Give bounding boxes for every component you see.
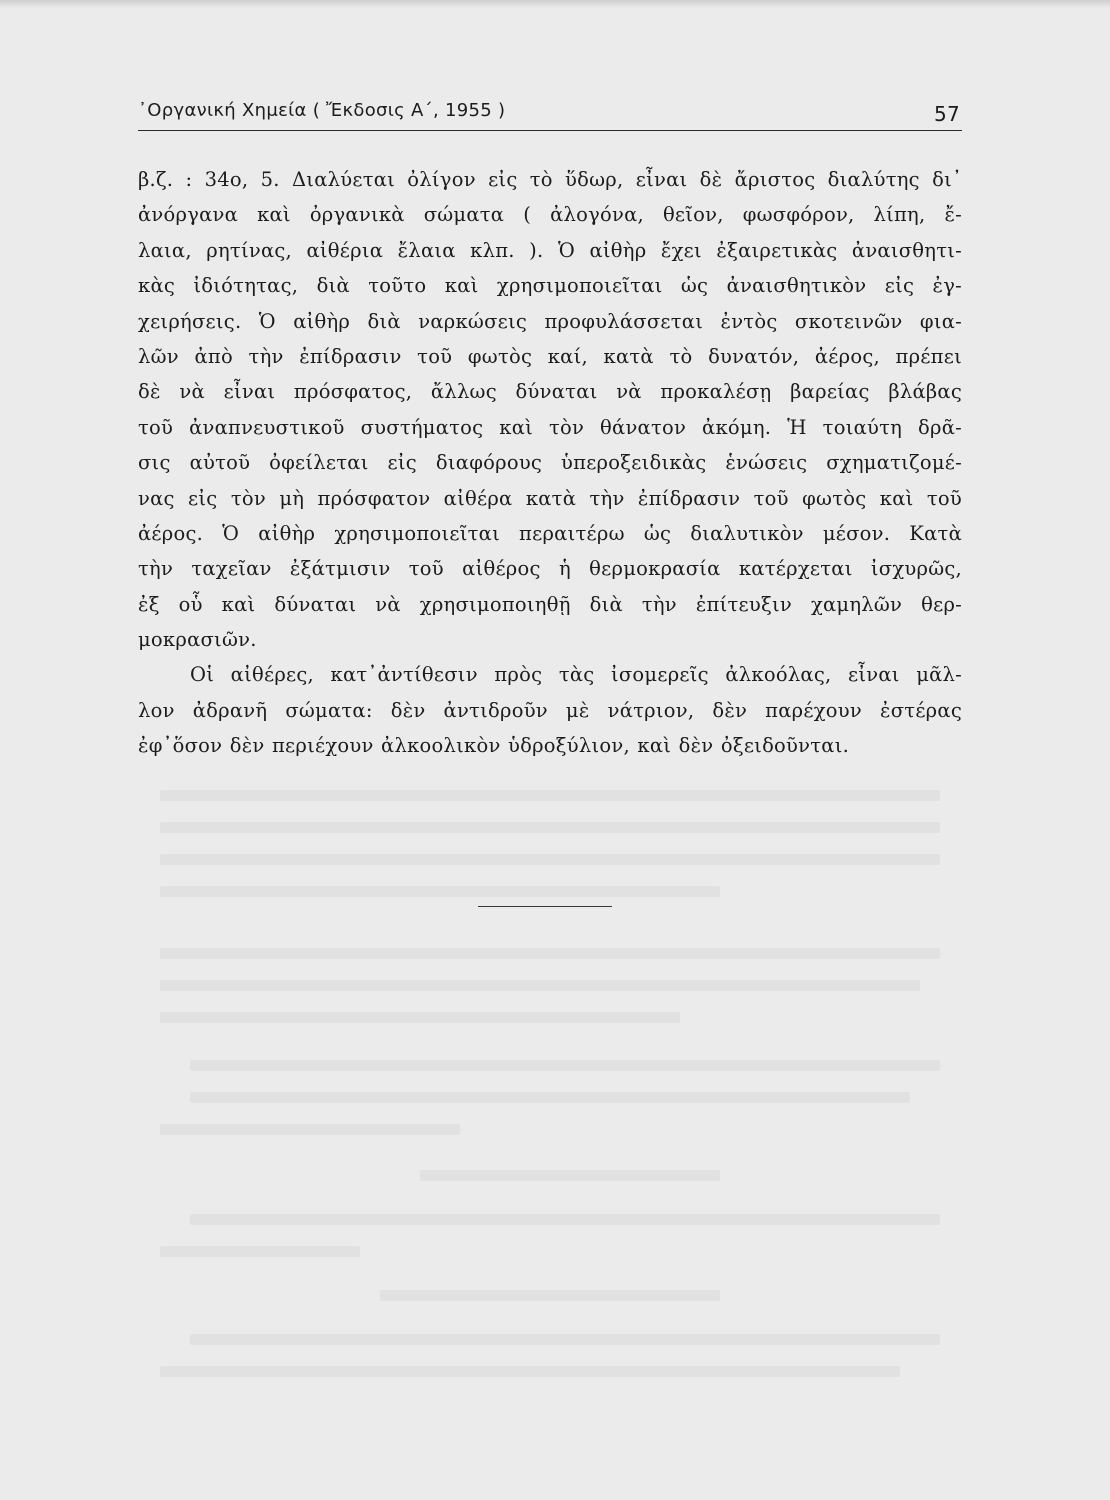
text-line: δὲ νὰ εἶναι πρόσφατος, ἄλλως δύναται νὰ προκαλέσῃ βαρείας βλάβας [138, 380, 962, 404]
text-line: ἐξ οὗ καὶ δύναται νὰ χρησιμοποιηθῇ διὰ τὴν ἐπίτευξιν χαμηλῶν θερ- [138, 592, 962, 616]
running-title: ᾿Οργανική Χημεία ( Ἔκδοσις Α΄, 1955 ) [138, 100, 506, 121]
text-line: β.ζ. : 34ο, 5. Διαλύεται ὀλίγον εἰς τὸ ὕδωρ, εἶναι δὲ ἄριστος διαλύτης δι᾿ [138, 168, 962, 191]
text-line: ἀέρος. Ὁ αἰθὴρ χρησιμοποιεῖται περαιτέρω ὡς διαλυτικὸν μέσον. Κατὰ [138, 521, 962, 545]
page-number: 57 [933, 102, 960, 126]
text-line: τοῦ ἀναπνευστικοῦ συστήματος καὶ τὸν θάνατον ἀκόμη. Ἡ τοιαύτη δρᾶ- [138, 415, 962, 439]
text-line: χειρήσεις. Ὁ αἰθὴρ διὰ ναρκώσεις προφυλάσσεται ἐντὸς σκοτεινῶν φια- [138, 309, 962, 333]
body-text [138, 162, 962, 764]
text-line: σις αὐτοῦ ὀφείλεται εἰς διαφόρους ὑπεροξειδικὰς ἑνώσεις σχηματιζομέ- [138, 451, 962, 475]
text-line: νας εἰς τὸν μὴ πρόσφατον αἰθέρα κατὰ τὴν ἐπίδρασιν τοῦ φωτὸς καὶ τοῦ [138, 486, 962, 510]
text-line: μοκρασιῶν. [138, 628, 257, 652]
text-line: λον ἀδρανῆ σώματα: δὲν ἀντιδροῦν μὲ νάτριον, δὲν παρέχουν ἐστέρας [138, 698, 962, 722]
text-line: ἐφ᾿ὅσον δὲν περιέχουν ἀλκοολικὸν ὑδροξύλιον, καὶ δὲν ὀξειδοῦνται. [138, 734, 850, 758]
text-line: κὰς ἰδιότητας, διὰ τοῦτο καὶ χρησιμοποιεῖται ὡς ἀναισθητικὸν εἰς ἐγ- [138, 274, 962, 298]
paragraph-ethers-inertness [138, 657, 962, 763]
text-line: λαια, ρητίνας, αἰθέρια ἔλαια κλπ. ). Ὁ αἰθὴρ ἔχει ἐξαιρετικὰς ἀναισθητι- [138, 238, 962, 262]
running-header [138, 96, 962, 131]
paragraph-ether-properties [138, 162, 962, 657]
page-top-edge [0, 0, 1110, 8]
text-line: ἀνόργανα καὶ ὀργανικὰ σώματα ( ἀλογόνα, θεῖον, φωσφόρον, λίπη, ἔ- [138, 203, 962, 227]
text-line: Οἱ αἰθέρες, κατ᾿ἀντίθεσιν πρὸς τὰς ἰσομερεῖς ἀλκοόλας, εἶναι μᾶλ- [190, 663, 962, 687]
text-line: λῶν ἀπὸ τὴν ἐπίδρασιν τοῦ φωτὸς καί, κατὰ τὸ δυνατόν, ἀέρος, πρέπει [138, 344, 962, 368]
section-separator-rule [478, 906, 612, 907]
text-line: τὴν ταχεῖαν ἐξάτμισιν τοῦ αἰθέρος ἡ θερμοκρασία κατέρχεται ἰσχυρῶς, [138, 557, 962, 581]
